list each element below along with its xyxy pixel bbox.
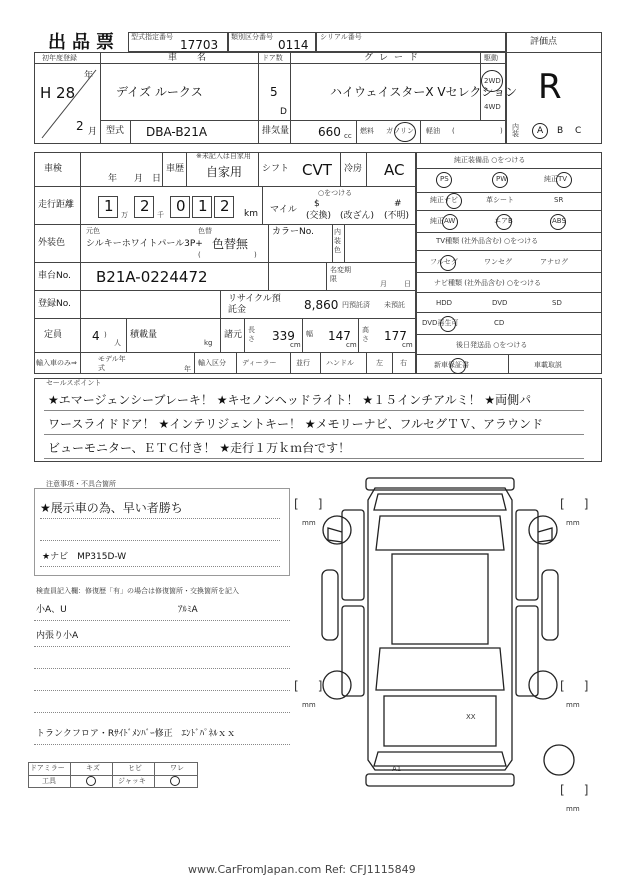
inspector-line-1b: ｱﾙﾐA: [178, 605, 198, 615]
car-name: デイズ ルークス: [116, 85, 203, 99]
mileage-digit-5: 2: [220, 197, 230, 215]
height-label: 高さ: [362, 326, 369, 343]
fuel-other-parens: (: [452, 127, 455, 135]
recycle-paid: 円預託済: [342, 301, 370, 309]
equip-abs: ABS: [552, 217, 566, 225]
acc-header-scratch: キズ: [86, 764, 100, 772]
class-no: 0114: [278, 38, 309, 52]
grade-label: グレード: [364, 53, 425, 63]
cc-label: 排気量: [262, 126, 290, 136]
dims-label: 諸元: [224, 330, 243, 340]
notes-line-2: ★ナビ MP315D-W: [42, 552, 127, 562]
sales-label: セールスポイント: [46, 379, 102, 387]
use-note: ※未記入は自家用: [196, 152, 251, 160]
length-label: 長さ: [248, 326, 255, 343]
shift-label: シフト: [262, 164, 290, 174]
shaken-label: 車検: [44, 164, 63, 174]
car-damage-diagram: [280, 470, 600, 810]
mileage-label: 走行距離: [38, 200, 75, 210]
width-value: 147: [328, 329, 351, 343]
navi-title: ナビ種類 (社外品含む) ○をつける: [434, 279, 542, 287]
orig-color: シルキーホワイトパール3P+: [86, 239, 203, 249]
footer-watermark: www.CarFromJapan.com Ref: CFJ1115849: [188, 863, 416, 876]
doors-value: 5: [270, 85, 278, 99]
sales-line-3: ビューモニター、ＥＴＣ付き！ ★走行１万ｋｍ台です！: [48, 441, 351, 455]
first-reg-label: 初年度登録: [42, 54, 77, 62]
equip-airbag: エアB: [494, 217, 513, 225]
equip-aw: 純正AW: [430, 217, 456, 225]
acc-tools: 工具: [42, 777, 56, 785]
odo-unknown-symbol: #: [394, 199, 402, 209]
recycle-value: 8,860: [304, 298, 339, 312]
drive-4wd: 4WD: [484, 103, 501, 111]
interior-color-label: 内装色: [334, 228, 341, 254]
equipment-title: 純正装備品 ○をつける: [454, 156, 526, 164]
inspector-label: 検査員記入欄：修復歴「有」の場合は修復箇所・交換箇所を記入: [36, 587, 239, 595]
odo-swap-symbol: $: [314, 199, 320, 209]
fuel-gasoline: ガソリン: [386, 127, 414, 135]
class-no-label: 類別区分番号: [231, 33, 273, 41]
sales-line-2: ワースライドドア！ ★インテリジェントキー！ ★メモリーナビ、フルセグＴＶ、アラウンド: [48, 417, 543, 431]
handle-label: ハンドル: [326, 359, 354, 367]
sheet-title: 出品票: [48, 32, 120, 53]
capacity-paren: ): [104, 331, 107, 339]
tire-fl-unit: mm: [302, 519, 316, 527]
shaken-year-label: 年: [108, 174, 118, 184]
tv-title: TV種類 (社外品含む) ○をつける: [436, 237, 539, 245]
sales-line-1: ★エマージェンシーブレーキ！ ★キセノンヘッドライト！ ★１５インチアルミ！ ★両側パ: [48, 393, 532, 407]
chassis-value: B21A-0224472: [96, 268, 208, 286]
orig-color-label: 元色: [86, 227, 100, 235]
model-value: DBA-B21A: [146, 125, 208, 139]
tire-fl-bracket: [ ]: [294, 497, 323, 511]
acc-header-mirror: ドアミラー: [30, 764, 65, 772]
reg-no-label: 登録No.: [38, 299, 71, 309]
tire-fr-unit: mm: [566, 519, 580, 527]
acc-jack-circle: [170, 776, 180, 786]
tire-spare-unit: mm: [566, 805, 580, 813]
width-label: 幅: [306, 330, 313, 338]
use-value: 自家用: [206, 165, 243, 179]
month-suffix: 月: [88, 127, 98, 137]
door-suffix: D: [280, 107, 287, 117]
ac-value: AC: [384, 161, 405, 179]
drive-2wd: 2WD: [484, 77, 501, 85]
ac-label: 冷房: [344, 164, 363, 174]
tv-analog: アナログ: [540, 258, 568, 266]
equip-leather: 革シート: [486, 196, 514, 204]
rating-value: R: [538, 67, 562, 107]
equip-navi: 純正ナビ: [430, 196, 458, 204]
tire-rr-bracket: [ ]: [560, 679, 589, 693]
model-label: 型式: [106, 126, 125, 136]
recycle-label: リサイクル預託金: [228, 294, 281, 315]
mileage-man: 万: [121, 211, 128, 219]
type-no-label: 型式指定番号: [131, 33, 173, 41]
year-suffix: 年: [84, 71, 94, 81]
docs-warranty: 新車保証書: [434, 361, 469, 369]
import-parallel: 並行: [296, 359, 310, 367]
docs-manual: 車載取説: [534, 361, 562, 369]
equip-sr: SR: [554, 196, 564, 204]
tire-rl-bracket: [ ]: [294, 679, 323, 693]
load-label: 積載量: [130, 330, 158, 340]
color-label: 外装色: [38, 238, 66, 248]
handle-right: 右: [400, 359, 407, 367]
navi-dvd: DVD: [492, 299, 508, 307]
shaken-day-label: 日: [152, 174, 162, 184]
import-dealer: ディーラー: [242, 359, 277, 367]
name-change-day: 日: [404, 280, 411, 288]
length-unit: cm: [290, 341, 301, 349]
repaint-label: 色替: [198, 227, 212, 235]
mileage-unit: km: [244, 209, 258, 219]
navi-sd: SD: [552, 299, 562, 307]
interior-c: C: [575, 126, 582, 136]
model-year-label: モデル年式: [98, 355, 126, 372]
use-label: 車歴: [166, 164, 185, 174]
model-year-unit: 年: [184, 365, 191, 373]
handle-left: 左: [376, 359, 383, 367]
car-name-label: 車名: [168, 53, 227, 63]
odo-mile: マイル: [270, 205, 297, 215]
equip-pw: PW: [496, 175, 508, 183]
capacity-label: 定員: [44, 330, 63, 340]
odo-swap: (交換): [306, 211, 332, 221]
cc-unit: cc: [344, 132, 352, 140]
acc-header-crack: ヒビ: [128, 764, 142, 772]
name-change-month: 月: [380, 280, 387, 288]
tv-fullseg: フルセグ: [430, 258, 458, 266]
capacity-unit: 人: [114, 339, 121, 347]
acc-tools-circle: [86, 776, 96, 786]
rating-label: 評価点: [530, 37, 558, 47]
color-no-label: カラーNo.: [272, 227, 314, 237]
diagram-mark-xx: XX: [466, 713, 476, 721]
mileage-digit-1: 1: [104, 197, 114, 215]
interior-label: 内装: [512, 123, 519, 138]
load-unit: kg: [204, 339, 213, 347]
odo-altered: (改ざん): [340, 211, 375, 221]
fuel-label: 燃料: [360, 127, 374, 135]
mileage-sen: 千: [157, 211, 164, 219]
drive-label: 駆動: [484, 54, 498, 62]
recycle-unpaid: 未預託: [384, 301, 405, 309]
import-label: 輸入車のみ⇒: [36, 359, 77, 367]
mileage-digit-3: 0: [176, 197, 186, 215]
docs-title: 後日発送品 ○をつける: [456, 341, 528, 349]
name-change-label: 名変期限: [330, 266, 351, 283]
capacity-value: 4: [92, 329, 100, 343]
interior-a: A: [537, 126, 544, 136]
inspector-line-2: 内張り小A: [36, 631, 79, 641]
tire-fr-bracket: [ ]: [560, 497, 589, 511]
notes-label: 注意事項・不具合箇所: [46, 480, 116, 488]
tire-spare-bracket: [ ]: [560, 783, 589, 797]
import-type-label: 輸入区分: [198, 359, 226, 367]
odo-note: ○をつける: [318, 189, 353, 197]
cc-value: 660: [318, 125, 341, 139]
serial-label: シリアル番号: [320, 33, 362, 41]
navi-hdd: HDD: [436, 299, 453, 307]
fuel-diesel: 軽油: [426, 127, 440, 135]
length-value: 339: [272, 329, 295, 343]
height-value: 177: [384, 329, 407, 343]
tv-oneseg: ワンセグ: [484, 258, 512, 266]
repaint-value: 色替無: [212, 237, 249, 251]
tire-rr-unit: mm: [566, 701, 580, 709]
first-reg-month: 2: [76, 119, 84, 133]
equip-ps: PS: [440, 175, 449, 183]
equip-tv: 純正TV: [544, 175, 568, 183]
navi-cd: CD: [494, 319, 505, 327]
acc-header-break: ワレ: [170, 764, 184, 772]
mileage-digit-4: 1: [198, 197, 208, 215]
type-no: 17703: [180, 38, 219, 52]
inspector-line-3: トランクフロア・Rｻｲﾄﾞﾒﾝﾊﾞｰ修正 ｴﾝﾄﾞﾊﾟﾈﾙｘｘ: [36, 729, 236, 739]
acc-jack: ジャッキ: [118, 777, 146, 785]
navi-dvd-play: DVD再生可: [422, 319, 459, 327]
width-unit: cm: [346, 341, 357, 349]
inspector-line-1a: 小A、U: [36, 605, 67, 615]
odo-unknown: (不明): [384, 211, 410, 221]
mileage-digit-2: 2: [140, 197, 150, 215]
diagram-mark-a1: A1: [392, 765, 402, 773]
notes-line-1: ★展示車の為、早い者勝ち: [40, 501, 183, 515]
shaken-month-label: 月: [134, 174, 144, 184]
tire-rl-unit: mm: [302, 701, 316, 709]
chassis-label: 車台No.: [38, 271, 71, 281]
first-reg-year: H 28: [40, 84, 76, 102]
doors-label: ドア数: [262, 54, 283, 62]
shift-value: CVT: [302, 161, 332, 179]
grade-value: ハイウェイスターX Vセレクション: [330, 85, 518, 99]
interior-b: B: [557, 126, 564, 136]
height-unit: cm: [402, 341, 413, 349]
